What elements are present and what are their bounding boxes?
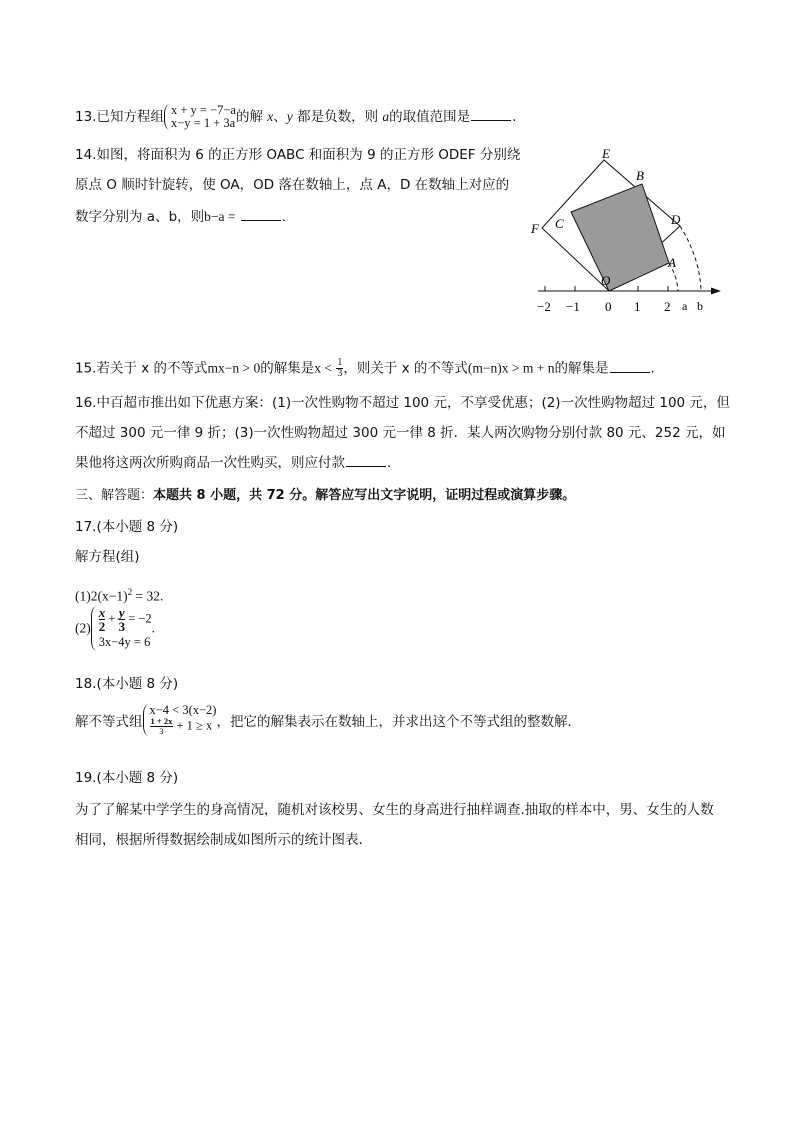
- label-F: F: [531, 221, 539, 236]
- q14-expression: b−a =: [204, 209, 236, 224]
- question-17-title: 解方程(组): [75, 549, 140, 565]
- numerator: 1 + 2x: [150, 716, 173, 726]
- q15-inequality-2: (m−n)x > m + n: [467, 360, 555, 376]
- q18-inequality-2: [150, 717, 217, 736]
- tick-label: b: [697, 299, 703, 313]
- label-C: C: [555, 216, 564, 231]
- tick-label: 0: [605, 299, 612, 314]
- question-17-part-2: [75, 606, 155, 651]
- question-16: [75, 388, 730, 478]
- q17-system: [91, 606, 152, 651]
- arrow-head: [711, 288, 721, 295]
- q15-x-less: x <: [314, 360, 333, 376]
- fraction: [150, 717, 174, 736]
- question-18: [75, 704, 581, 736]
- denominator: 2: [98, 619, 106, 634]
- tick-label: a: [682, 299, 688, 313]
- tick-label: −2: [537, 299, 551, 314]
- q18-inequality-1: x−4 < 3(x−2): [149, 703, 217, 717]
- q17-equation-2: 3x−4y = 6: [98, 635, 151, 649]
- q18-rhs: + 1 ≥ x: [176, 718, 213, 733]
- answer-blank: [610, 360, 650, 373]
- q17-dot: .: [151, 620, 156, 636]
- answer-blank: [346, 454, 386, 467]
- question-17-part-1: [75, 582, 163, 607]
- answer-blank: [471, 108, 511, 121]
- label-D: D: [671, 212, 681, 227]
- question-19-header: 19.(本小题 8 分): [75, 770, 179, 786]
- brace: [164, 104, 171, 130]
- rhs: = −2: [128, 611, 152, 626]
- q15-text: 的解集是: [554, 360, 609, 377]
- fraction-y-over-3: [119, 606, 126, 633]
- question-14-line-3: [75, 207, 286, 227]
- tick-label: 2: [664, 299, 671, 314]
- q17-p2-label: (2): [75, 620, 91, 636]
- q14-period: .: [281, 209, 287, 225]
- q13-text: 的取值范围是: [389, 109, 471, 125]
- section-instructions: 本题共 8 小题，共 72 分。解答应写出文字说明，证明过程或演算步骤。: [153, 488, 576, 503]
- section-3-heading: [75, 486, 575, 506]
- var-a: a: [382, 109, 390, 124]
- q13-prefix: 13.已知方程组: [75, 109, 164, 125]
- q16-text: 16.中百超市推出如下优惠方案：(1)一次性购物不超过 100 元，不享受优惠；(2)一次性购物超过 100 元，但不超过 300 元一律 9 折；(3)一次性购物超过 300 元一律 8 折．某人两次购物分别付款 80 元、252 元，如果他将这两次所购商品一次性购买，则应付款: [75, 395, 730, 471]
- var-y: y: [286, 109, 293, 124]
- question-14-line-1: 14.如图，将面积为 6 的正方形 OABC 和面积为 9 的正方形 ODEF 分别绕: [75, 147, 521, 163]
- arc-b: [680, 226, 701, 291]
- question-15: [75, 358, 655, 379]
- q13-text: 的解: [235, 109, 268, 125]
- var-x: x: [267, 109, 274, 124]
- rotated-squares-figure: [525, 140, 730, 320]
- q13-text: 都是负数，则: [292, 109, 383, 125]
- q17-p1: (1)2(x−1): [75, 588, 128, 604]
- denominator: 3: [159, 726, 164, 736]
- label-E: E: [602, 146, 610, 161]
- numerator: 1: [337, 357, 343, 368]
- label-B: B: [636, 168, 644, 183]
- q17-equation-1: [99, 606, 152, 633]
- q18-text: ，把它的解集表示在数轴上，并求出这个不等式组的整数解．: [216, 714, 581, 730]
- numerator: x: [98, 605, 106, 620]
- q15-period: .: [650, 360, 655, 377]
- q13-period: .: [512, 109, 517, 125]
- question-17-header: 17.(本小题 8 分): [75, 519, 179, 535]
- brace: [91, 606, 98, 651]
- question-14-line-2: 原点 O 顺时针旋转，使 OA，OD 落在数轴上，点 A，D 在数轴上对应的: [75, 177, 510, 193]
- q16-period: .: [387, 455, 392, 471]
- q18-text: 解不等式组: [75, 714, 143, 730]
- label-O: O: [601, 273, 611, 288]
- q15-text: 的解集是: [260, 360, 315, 377]
- question-18-header: 18.(本小题 8 分): [75, 676, 179, 692]
- denominator: 3: [337, 368, 343, 379]
- tick-label: −1: [566, 299, 580, 314]
- q15-text: ，则关于 x 的不等式: [343, 360, 468, 377]
- q13-sep: 、: [273, 109, 287, 125]
- question-13: [75, 104, 516, 130]
- q13-equation-2: x−y = 1 + 3a: [170, 116, 236, 130]
- q18-system: [143, 704, 217, 736]
- label-A: A: [668, 255, 676, 270]
- q15-inequality-1: mx−n > 0: [207, 360, 261, 376]
- q14-text: 数字分别为 a、b，则: [75, 209, 205, 225]
- answer-blank: [241, 208, 281, 221]
- exponent: 2: [127, 587, 133, 597]
- fraction-x-over-2: [99, 606, 106, 633]
- brace: [143, 704, 150, 736]
- q15-text: 15.若关于 x 的不等式: [75, 360, 208, 377]
- q17-p1-end: = 32.: [132, 588, 164, 604]
- plus: +: [108, 611, 116, 626]
- denominator: 3: [118, 619, 126, 634]
- q13-equation-1: x + y = −7−a: [170, 103, 236, 117]
- square-oabc: [571, 184, 669, 291]
- tick-label: 1: [634, 299, 641, 314]
- numerator: y: [118, 605, 125, 620]
- section-prefix: 三、解答题：: [75, 488, 154, 503]
- question-19: 为了了解某中学学生的身高情况，随机对该校男、女生的身高进行抽样调查.抽取的样本中，男、女生的人数相同，根据所得数据绘制成如图所示的统计图表.: [75, 802, 714, 848]
- q13-system: [164, 104, 236, 130]
